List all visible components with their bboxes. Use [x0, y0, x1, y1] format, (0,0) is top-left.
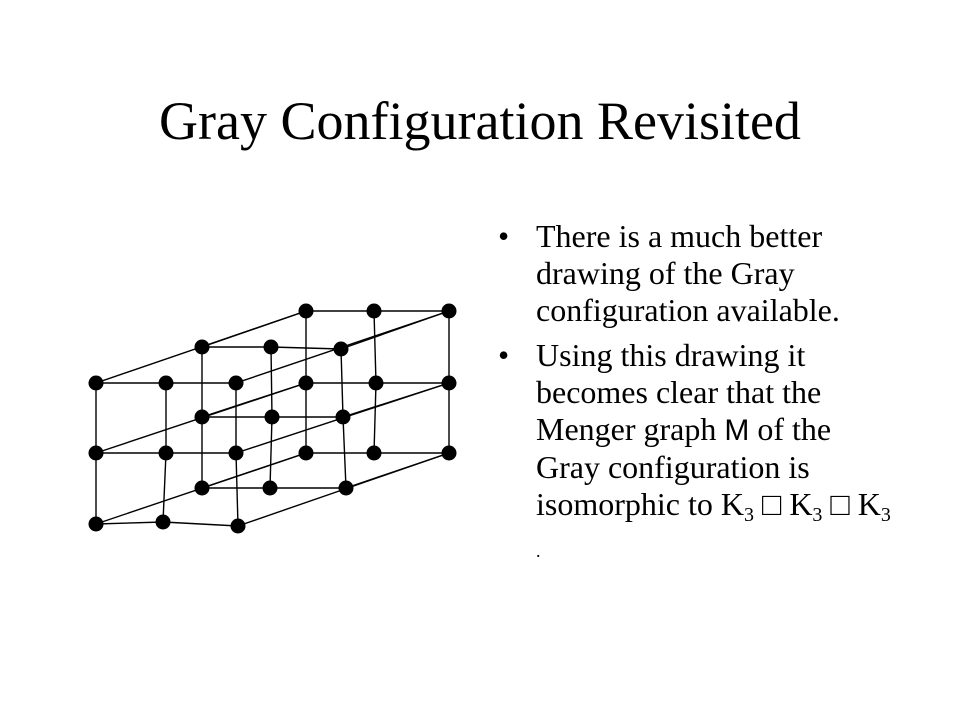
bullet-text-2b: of the Gray configuration is isomorphic to K — [536, 411, 832, 522]
graph-node — [156, 515, 171, 530]
slide-title: Gray Configuration Revisited — [159, 91, 801, 151]
graph-edge — [343, 383, 449, 417]
graph-edge — [163, 522, 238, 526]
graph-node — [299, 446, 314, 461]
bullet-item-1 — [498, 218, 898, 329]
bullet-end: . — [536, 541, 541, 561]
graph-node — [336, 410, 351, 425]
graph-edge — [202, 383, 306, 417]
graph-node — [442, 446, 457, 461]
graph-node — [367, 446, 382, 461]
graph-node — [263, 481, 278, 496]
subscript-3: 3 — [880, 504, 891, 526]
graph-node — [442, 376, 457, 391]
graph-node — [159, 446, 174, 461]
subscript-2: 3 — [812, 504, 823, 526]
bullet-item-2 — [498, 337, 898, 570]
bullet-text-1: There is a much better drawing of the Gray configuration available. — [536, 218, 840, 328]
graph-node — [89, 446, 104, 461]
bullet-dot: • — [498, 218, 510, 254]
graph-edge — [96, 522, 163, 524]
graph-node — [229, 446, 244, 461]
graph-edge — [202, 453, 306, 488]
graph-edge — [163, 453, 166, 522]
graph-node — [442, 304, 457, 319]
graph-node — [231, 519, 246, 534]
graph-node — [264, 340, 279, 355]
graph-edge — [374, 383, 376, 453]
graph-edge — [341, 311, 449, 349]
graph-edge — [374, 311, 376, 383]
bullet-dot: • — [498, 337, 510, 373]
graph-node — [265, 410, 280, 425]
graph-node — [299, 376, 314, 391]
graph-edge — [202, 311, 306, 347]
k-symbol-3: K — [857, 486, 881, 522]
k-symbol-2: K — [789, 486, 813, 522]
product-symbol-1: □ — [761, 486, 782, 522]
graph-edge — [346, 453, 449, 488]
graph-edge — [236, 453, 238, 526]
graph-node — [195, 481, 210, 496]
graph-node — [299, 304, 314, 319]
graph-node — [367, 304, 382, 319]
product-symbol-2: □ — [830, 486, 850, 522]
graph-nodes — [89, 304, 457, 534]
bullet-list — [498, 218, 898, 578]
graph-node — [195, 410, 210, 425]
subscript-1: 3 — [743, 504, 754, 526]
bullet-text-2a: Using this drawing it becomes clear that the Menger graph — [536, 337, 822, 447]
graph-node — [334, 342, 349, 357]
graph-edge — [270, 417, 272, 488]
graph-node — [229, 376, 244, 391]
graph-node — [369, 376, 384, 391]
graph-node — [195, 340, 210, 355]
graph-node — [89, 517, 104, 532]
graph-node — [339, 481, 354, 496]
graph-node — [159, 376, 174, 391]
menger-symbol: M — [724, 414, 750, 447]
graph-node — [89, 376, 104, 391]
graph-edge — [271, 347, 272, 417]
